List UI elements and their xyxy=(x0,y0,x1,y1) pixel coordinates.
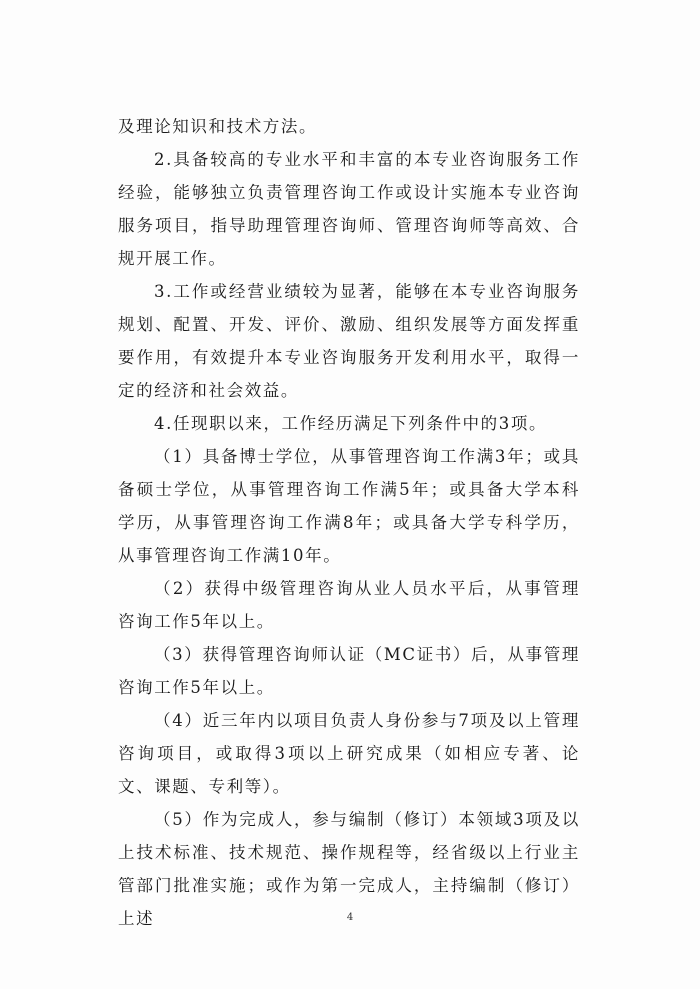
paragraph-subitem-1: （1）具备博士学位，从事管理咨询工作满3年；或具备硕士学位，从事管理咨询工作满5年；或具备大学本科学历，从事管理咨询工作满8年；或具备大学专科学历，从事管理咨询工作满10年。 xyxy=(118,447,580,565)
page-number: 4 xyxy=(346,912,354,923)
paragraph-continuation: 及理论知识和技术方法。 xyxy=(118,117,318,136)
document-body xyxy=(118,110,580,935)
paragraph-subitem-5: （5）作为完成人，参与编制（修订）本领域3项及以上技术标准、技术规范、操作规程等，经省级以上行业主管部门批准实施；或作为第一完成人，主持编制（修订）上述 xyxy=(118,810,580,928)
paragraph-subitem-4: （4）近三年内以项目负责人身份参与7项及以上管理咨询项目，或取得3项以上研究成果（如相应专著、论文、课题、专利等）。 xyxy=(118,711,580,796)
paragraph-item-2: 2.具备较高的专业水平和丰富的本专业咨询服务工作经验，能够独立负责管理咨询工作或设计实施本专业咨询服务项目，指导助理管理咨询师、管理咨询师等高效、合规开展工作。 xyxy=(118,150,580,268)
paragraph-item-3: 3.工作或经营业绩较为显著，能够在本专业咨询服务规划、配置、开发、评价、激励、组织发展等方面发挥重要作用，有效提升本专业咨询服务开发利用水平，取得一定的经济和社会效益。 xyxy=(118,282,580,400)
paragraph-subitem-2: （2）获得中级管理咨询从业人员水平后，从事管理咨询工作5年以上。 xyxy=(118,579,580,631)
paragraph-subitem-3: （3）获得管理咨询师认证（MC证书）后，从事管理咨询工作5年以上。 xyxy=(118,645,580,697)
paragraph-item-4: 4.任现职以来，工作经历满足下列条件中的3项。 xyxy=(154,414,548,433)
